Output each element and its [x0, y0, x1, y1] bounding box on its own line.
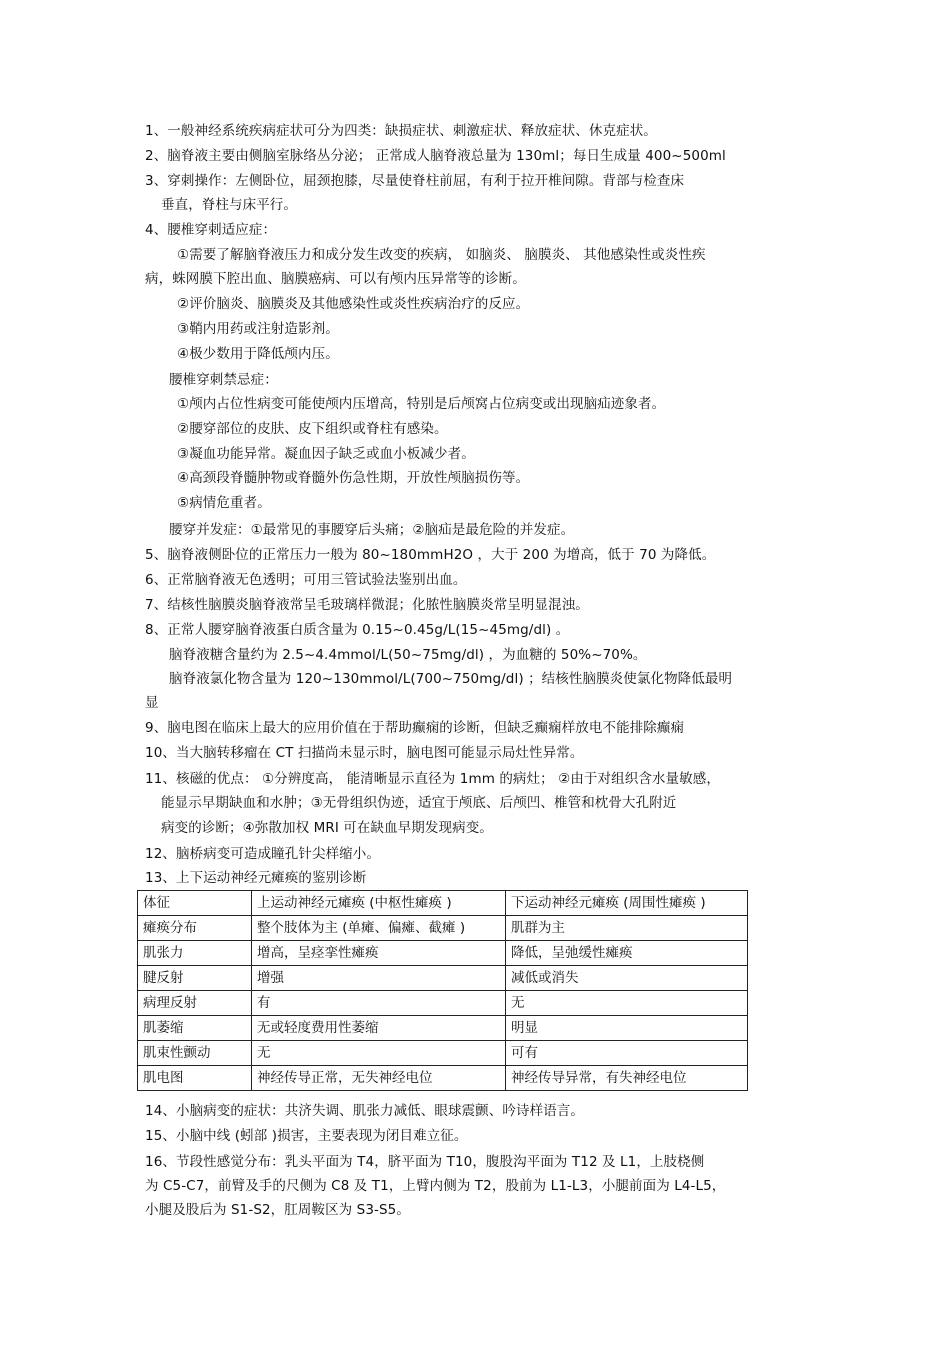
indication-3: ③鞘内用药或注射造影剂。: [177, 321, 339, 337]
item-12: 12、脑桥病变可造成瞳孔针尖样缩小。: [145, 846, 380, 862]
comparison-table: [137, 890, 748, 1091]
table-cell: 肌束性颤动: [138, 1041, 252, 1066]
item-8-line-4: 显: [145, 695, 159, 711]
table-cell: 神经传导正常，无失神经电位: [252, 1066, 506, 1091]
item-8-line-1: 8、正常人腰穿脑脊液蛋白质含量为 0.15~0.45g/L(15~45mg/dl) 。: [145, 622, 570, 638]
table-cell: 可有: [506, 1041, 748, 1066]
item-5: 5、脑脊液侧卧位的正常压力一般为 80~180mmH2O ，大于 200 为增高，低于 70 为降低。: [145, 547, 716, 563]
table-row: [138, 1066, 748, 1091]
table-cell: 肌萎缩: [138, 1016, 252, 1041]
table-row: [138, 1041, 748, 1066]
table-cell: 无: [252, 1041, 506, 1066]
item-16-line-3: 小腿及股后为 S1-S2，肛周鞍区为 S3-S5。: [145, 1202, 410, 1218]
indication-4: ④极少数用于降低颅内压。: [177, 346, 339, 362]
table-cell: 腱反射: [138, 966, 252, 991]
item-11-line-3: 病变的诊断；④弥散加权 MRI 可在缺血早期发现病变。: [161, 820, 493, 836]
table-cell: 无: [506, 991, 748, 1016]
item-7: 7、结核性脑膜炎脑脊液常呈毛玻璃样微混；化脓性脑膜炎常呈明显混浊。: [145, 597, 589, 613]
table-row: [138, 991, 748, 1016]
contraindication-title: 腰椎穿刺禁忌症：: [169, 372, 278, 388]
table-row: [138, 1016, 748, 1041]
table-cell: 降低，呈弛缓性瘫痪: [506, 941, 748, 966]
indication-2: ②评价脑炎、脑膜炎及其他感染性或炎性疾病治疗的反应。: [177, 296, 530, 312]
contraindication-1: ①颅内占位性病变可能使颅内压增高，特别是后颅窝占位病变或出现脑疝迹象者。: [177, 396, 666, 412]
table-row: [138, 966, 748, 991]
item-11-line-1: 11、核磁的优点： ①分辨度高， 能清晰显示直径为 1mm 的病灶； ②由于对组织含水量敏感，: [145, 771, 720, 787]
table-row: [138, 941, 748, 966]
table-cell: 增高，呈痉挛性瘫痪: [252, 941, 506, 966]
contraindication-4: ④高颈段脊髓肿物或脊髓外伤急性期，开放性颅脑损伤等。: [177, 470, 530, 486]
table-row: [138, 916, 748, 941]
table-cell: 有: [252, 991, 506, 1016]
item-3-line-2: 垂直，脊柱与床平行。: [161, 197, 297, 213]
item-15: 15、小脑中线 (蚓部 )损害，主要表现为闭目难立征。: [145, 1128, 468, 1144]
item-6: 6、正常脑脊液无色透明；可用三管试验法鉴别出血。: [145, 572, 467, 588]
table-cell: 明显: [506, 1016, 748, 1041]
item-16-line-1: 16、节段性感觉分布：乳头平面为 T4，脐平面为 T10，腹股沟平面为 T12 及 L1，上肢桡侧: [145, 1154, 705, 1170]
item-9: 9、脑电图在临床上最大的应用价值在于帮助癫痫的诊断，但缺乏癫痫样放电不能排除癫痫: [145, 720, 685, 736]
item-13-title: 13、上下运动神经元瘫痪的鉴别诊断: [145, 870, 367, 886]
table-cell: 无或轻度费用性萎缩: [252, 1016, 506, 1041]
table-cell: 肌群为主: [506, 916, 748, 941]
table-cell: 瘫痪分布: [138, 916, 252, 941]
table-cell: 肌张力: [138, 941, 252, 966]
item-4-title: 4、腰椎穿刺适应症：: [145, 222, 277, 238]
table-cell: 神经传导异常，有失神经电位: [506, 1066, 748, 1091]
item-11-line-2: 能显示早期缺血和水肿；③无骨组织伪迹，适宜于颅底、后颅凹、椎管和枕骨大孔附近: [161, 795, 677, 811]
contraindication-3: ③凝血功能异常。凝血因子缺乏或血小板减少者。: [177, 446, 475, 462]
table-header-row: [138, 891, 748, 916]
table-header-cell: 体征: [138, 891, 252, 916]
contraindication-2: ②腰穿部位的皮肤、皮下组织或脊柱有感染。: [177, 421, 448, 437]
item-10: 10、当大脑转移瘤在 CT 扫描尚未显示时，脑电图可能显示局灶性异常。: [145, 745, 584, 761]
item-1: 1、一般神经系统疾病症状可分为四类：缺损症状、刺激症状、释放症状、休克症状。: [145, 123, 657, 139]
contraindication-5: ⑤病情危重者。: [177, 495, 271, 511]
table-header-cell: 下运动神经元瘫痪 (周围性瘫痪 ): [506, 891, 748, 916]
item-8-line-2: 脑脊液糖含量约为 2.5~4.4mmol/L(50~75mg/dl) ，为血糖的 50%~70%。: [169, 647, 647, 663]
table-cell: 病理反射: [138, 991, 252, 1016]
complication: 腰穿并发症：①最常见的事腰穿后头痛；②脑疝是最危险的并发症。: [169, 522, 575, 538]
item-2: 2、脑脊液主要由侧脑室脉络丛分泌； 正常成人脑脊液总量为 130ml；每日生成量 400~500ml: [145, 148, 726, 164]
item-16-line-2: 为 C5-C7，前臂及手的尺侧为 C8 及 T1，上臂内侧为 T2，股前为 L1-L3，小腿前面为 L4-L5，: [145, 1178, 726, 1194]
indication-1-line-2: 病，蛛网膜下腔出血、脑膜癌病、可以有颅内压异常等的诊断。: [145, 271, 526, 287]
indication-1-line-1: ①需要了解脑脊液压力和成分发生改变的疾病， 如脑炎、 脑膜炎、 其他感染性或炎性疾: [177, 247, 706, 263]
table-cell: 肌电图: [138, 1066, 252, 1091]
table-cell: 减低或消失: [506, 966, 748, 991]
item-8-line-3: 脑脊液氯化物含量为 120~130mmol/L(700~750mg/dl) ；结核性脑膜炎使氯化物降低最明: [169, 671, 733, 687]
item-14: 14、小脑病变的症状：共济失调、肌张力减低、眼球震颤、吟诗样语言。: [145, 1103, 584, 1119]
item-3-line-1: 3、穿刺操作：左侧卧位，屈颈抱膝，尽量使脊柱前屈，有利于拉开椎间隙。背部与检查床: [145, 173, 685, 189]
table-header-cell: 上运动神经元瘫痪 (中枢性瘫痪 ): [252, 891, 506, 916]
table-cell: 整个肢体为主 (单瘫、偏瘫、截瘫 ): [252, 916, 506, 941]
table-cell: 增强: [252, 966, 506, 991]
